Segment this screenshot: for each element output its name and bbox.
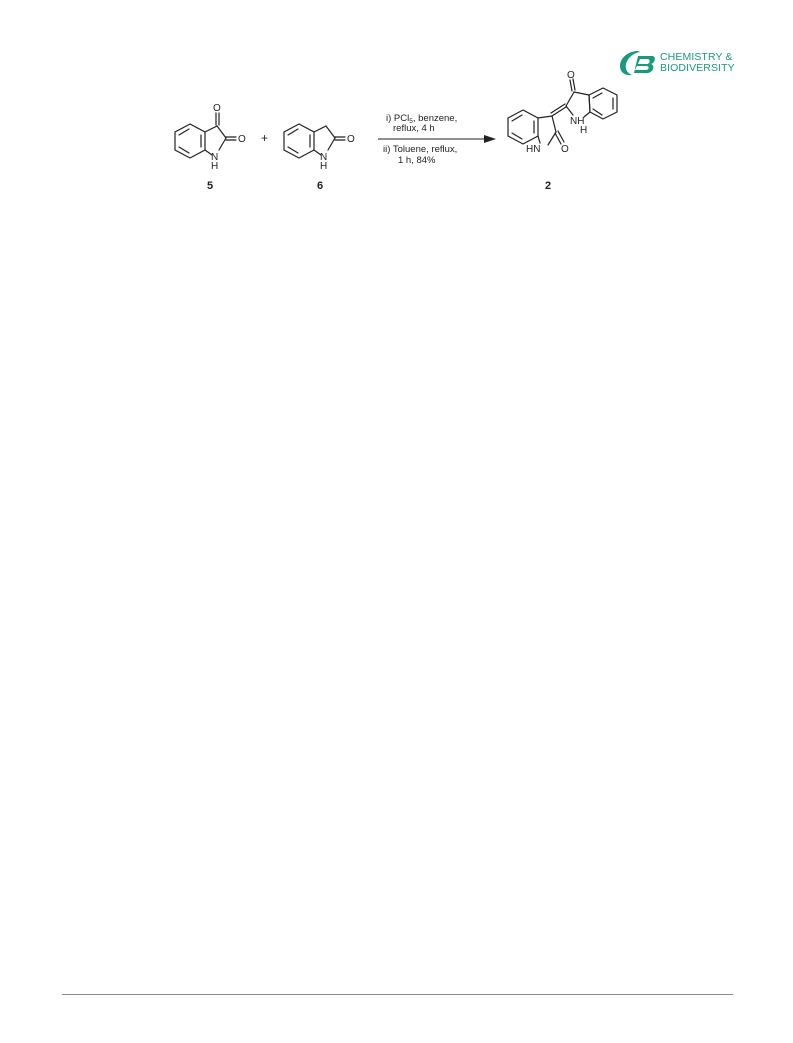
compound-5-structure	[175, 113, 236, 158]
journal-name-line2: BIODIVERSITY	[660, 62, 735, 74]
c5-atom-h: H	[211, 161, 219, 172]
c2-atom-nh: NH	[570, 116, 585, 127]
condition-step2-line1: ii) Toluene, reflux,	[383, 144, 458, 155]
footer-divider	[62, 994, 733, 995]
condition-step1-line2: reflux, 4 h	[393, 123, 435, 134]
c6-atom-o-right: O	[347, 134, 355, 145]
compound-2-label: 2	[545, 180, 552, 192]
compound-6-structure	[284, 124, 345, 158]
condition-step2-line2: 1 h, 84%	[398, 155, 436, 166]
plus-sign: +	[261, 131, 269, 145]
c5-atom-n: N	[211, 152, 219, 163]
c2-atom-h: H	[580, 125, 588, 136]
c6-atom-h: H	[320, 161, 328, 172]
reaction-scheme	[0, 0, 793, 220]
c2-atom-o-top: O	[567, 70, 575, 81]
c6-atom-n: N	[320, 152, 328, 163]
c5-atom-o-top: O	[213, 103, 221, 114]
compound-5-label: 5	[207, 180, 214, 192]
reaction-arrow-head	[484, 135, 496, 143]
c2-atom-hn: HN	[526, 144, 541, 155]
journal-name-line1: CHEMISTRY &	[660, 51, 733, 63]
compound-2-structure	[508, 79, 617, 145]
compound-6-label: 6	[317, 180, 324, 192]
c2-atom-o-bottom: O	[561, 144, 569, 155]
c5-atom-o-right: O	[238, 134, 246, 145]
condition-step1-line1: i) PCl$_5$, benzene,	[386, 113, 458, 125]
